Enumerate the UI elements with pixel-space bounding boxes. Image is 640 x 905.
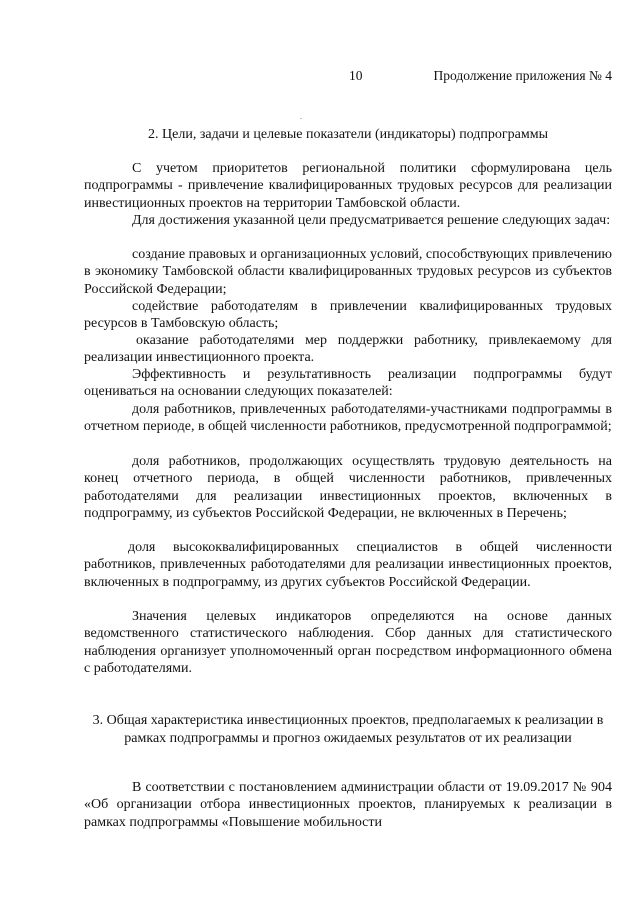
list-item: содействие работодателям в привлечении квалифицированных трудовых ресурсов в Тамбовскую область; bbox=[84, 299, 612, 332]
section-3-title: 3. Общая характеристика инвестиционных проектов, предполагаемых к реализации в рамках подпрограммы и прогноз ожидаемых результатов от их реализации bbox=[92, 713, 604, 746]
list-item: доля высококвалифицированных специалистов в общей численности работников, привлеченных работодателями для реализации инвестиционных проектов, включенных в подпрограмму, из других субъектов Российской Федерации. bbox=[84, 540, 612, 590]
paragraph: Эффективность и результативность реализации подпрограммы будут оцениваться на основании следующих показателей: bbox=[84, 367, 612, 400]
paragraph: Значения целевых индикаторов определяются на основе данных ведомственного статистического наблюдения. Сбор данных для статистического наблюдения организует уполномоченный орган посредством информационного обмена с работодателями. bbox=[84, 609, 612, 676]
page-number: 10 bbox=[349, 68, 363, 83]
section-2-title: 2. Цели, задачи и целевые показатели (индикаторы) подпрограммы bbox=[148, 127, 548, 142]
paragraph: С учетом приоритетов региональной политики сформулирована цель подпрограммы - привлечение квалифицированных трудовых ресурсов для реализации инвестиционных проектов на территории Тамбовской области. bbox=[84, 161, 612, 211]
stray-mark: . bbox=[300, 112, 302, 121]
list-item: создание правовых и организационных условий, способствующих привлечению в экономику Тамбовской области квалифицированных трудовых ресурсов из субъектов Российской Федерации; bbox=[84, 247, 612, 297]
paragraph: Для достижения указанной цели предусматривается решение следующих задач: bbox=[132, 213, 611, 228]
paragraph: В соответствии с постановлением администрации области от 19.09.2017 № 904 «Об организации отбора инвестиционных проектов, планируемых к реализации в рамках подпрограммы «Повышение мобильности bbox=[84, 780, 612, 830]
list-item: доля работников, продолжающих осуществлять трудовую деятельность на конец отчетного периода, в общей численности работников, привлеченных работодателями для реализации инвестиционных проектов, включенных в подпрограмму, из субъектов Российской Федерации, не включенных в Перечень; bbox=[84, 454, 612, 521]
appendix-continuation-note: Продолжение приложения № 4 bbox=[433, 68, 612, 83]
list-item: оказание работодателями мер поддержки работнику, привлекаемому для реализации инвестиционного проекта. bbox=[84, 333, 612, 366]
list-item: доля работников, привлеченных работодателями-участниками подпрограммы в отчетном периоде, в общей численности работников, предусмотренной подпрограммой; bbox=[84, 402, 612, 435]
